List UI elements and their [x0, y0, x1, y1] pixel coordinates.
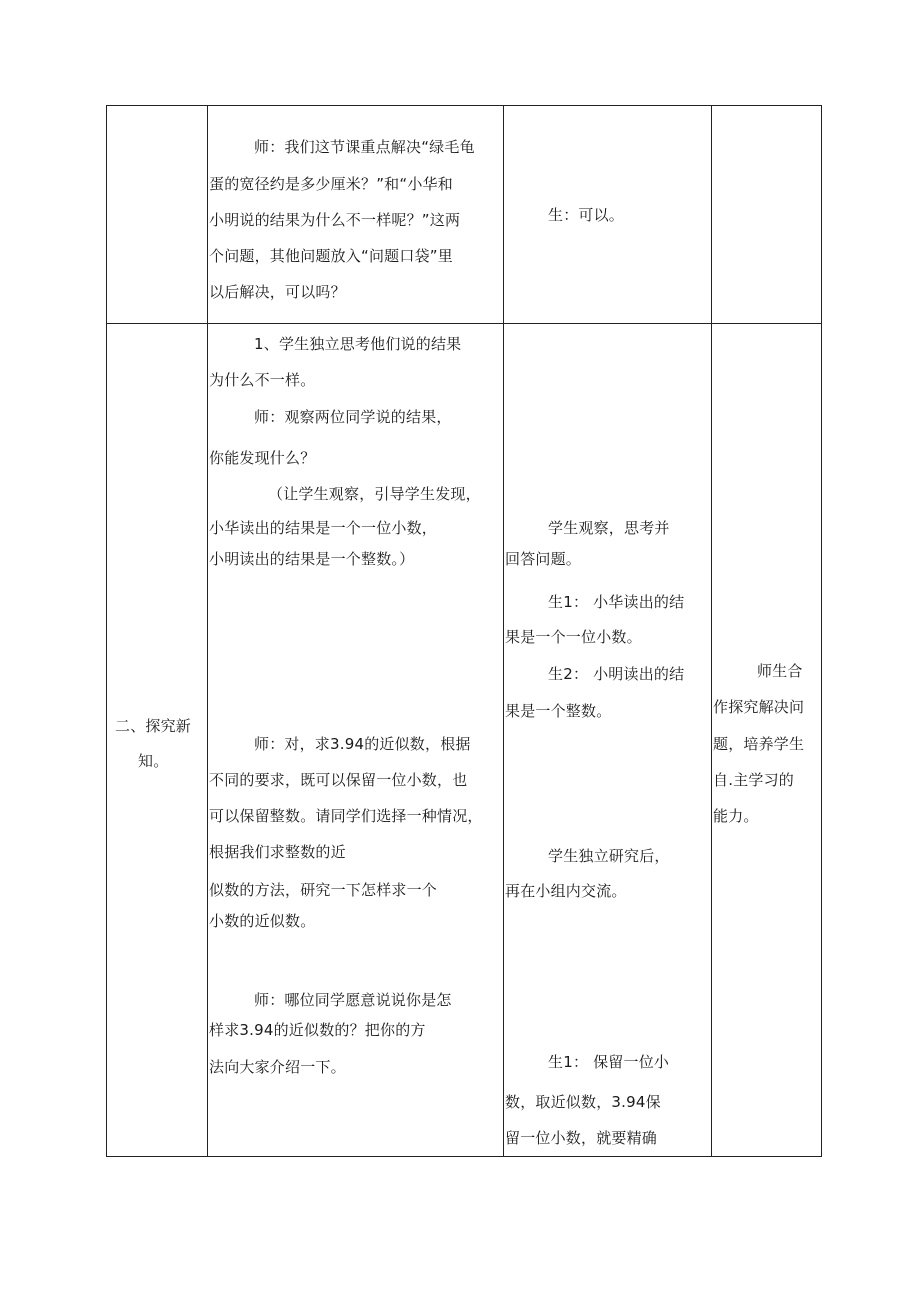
row2-student-line: 生2： 小明读出的结 — [548, 665, 685, 683]
row2-intent-line: 能力。 — [713, 807, 759, 825]
row2-teacher-line: 你能发现什么？ — [209, 449, 316, 467]
row1-teacher-line: 以后解决，可以吗？ — [209, 283, 346, 301]
table-border-top — [106, 105, 822, 106]
row2-intent-line: 作探究解决问 — [713, 698, 805, 716]
row2-student-line: 留一位小数，就要精确 — [505, 1129, 658, 1147]
row1-teacher-line: 蛋的宽径约是多少厘米？”和“小华和 — [209, 175, 453, 193]
row2-student-line: 生1： 小华读出的结 — [548, 593, 685, 611]
row2-teacher-line: 师：观察两位同学说的结果， — [254, 408, 452, 426]
row2-teacher-line: 1、学生独立思考他们说的结果 — [254, 335, 462, 353]
row2-teacher-line: 根据我们求整数的近 — [209, 843, 346, 861]
row2-teacher-line: 小明读出的结果是一个整数。） — [209, 550, 415, 568]
row2-teacher-line: 师：对，求3.94的近似数，根据 — [254, 735, 471, 753]
table-divider-1 — [207, 105, 208, 1157]
row2-teacher-line: 法向大家介绍一下。 — [209, 1058, 346, 1076]
row2-teacher-line: 样求3.94的近似数的？把你的方 — [209, 1021, 426, 1039]
row1-teacher-line: 师：我们这节课重点解决“绿毛龟 — [254, 138, 475, 156]
row2-student-line: 回答问题。 — [505, 550, 582, 568]
row2-intent-line: 自.主学习的 — [713, 771, 794, 789]
row2-stage-line: 二、探究新 — [115, 717, 192, 735]
row2-teacher-line: 小华读出的结果是一个一位小数， — [209, 519, 438, 537]
row2-teacher-line: 为什么不一样。 — [209, 371, 316, 389]
row2-teacher-line: 似数的方法，研究一下怎样求一个 — [209, 881, 438, 899]
row2-intent-line: 题，培养学生 — [713, 735, 805, 753]
row2-intent-line: 师生合 — [757, 662, 803, 680]
table-divider-3 — [711, 105, 712, 1157]
row2-student-line: 再在小组内交流。 — [505, 882, 627, 900]
table-row-divider — [106, 323, 822, 324]
row2-student-line: 数，取近似数，3.94保 — [505, 1093, 661, 1111]
table-border-bottom — [106, 1156, 822, 1157]
row2-stage-line: 知。 — [138, 752, 169, 770]
row1-student-text: 生：可以。 — [548, 206, 625, 224]
row2-teacher-line: 师：哪位同学愿意说说你是怎 — [254, 991, 452, 1009]
row2-teacher-line: 小数的近似数。 — [209, 912, 316, 930]
row2-student-line: 学生观察，思考并 — [548, 519, 670, 537]
row2-student-line: 生1： 保留一位小 — [548, 1053, 670, 1071]
table-divider-2 — [503, 105, 504, 1157]
row2-teacher-line: （让学生观察，引导学生发现， — [268, 485, 481, 503]
table-border-left — [106, 105, 107, 1157]
row1-teacher-line: 小明说的结果为什么不一样呢？”这两 — [209, 211, 461, 229]
table-border-right — [821, 105, 822, 1157]
row2-teacher-line: 不同的要求，既可以保留一位小数，也 — [209, 771, 468, 789]
row2-student-line: 果是一个整数。 — [505, 702, 612, 720]
row2-student-line: 果是一个一位小数。 — [505, 628, 642, 646]
row2-student-line: 学生独立研究后， — [548, 847, 670, 865]
row2-teacher-line: 可以保留整数。请同学们选择一种情况， — [209, 807, 483, 825]
row1-teacher-line: 个问题，其他问题放入“问题口袋”里 — [209, 247, 453, 265]
